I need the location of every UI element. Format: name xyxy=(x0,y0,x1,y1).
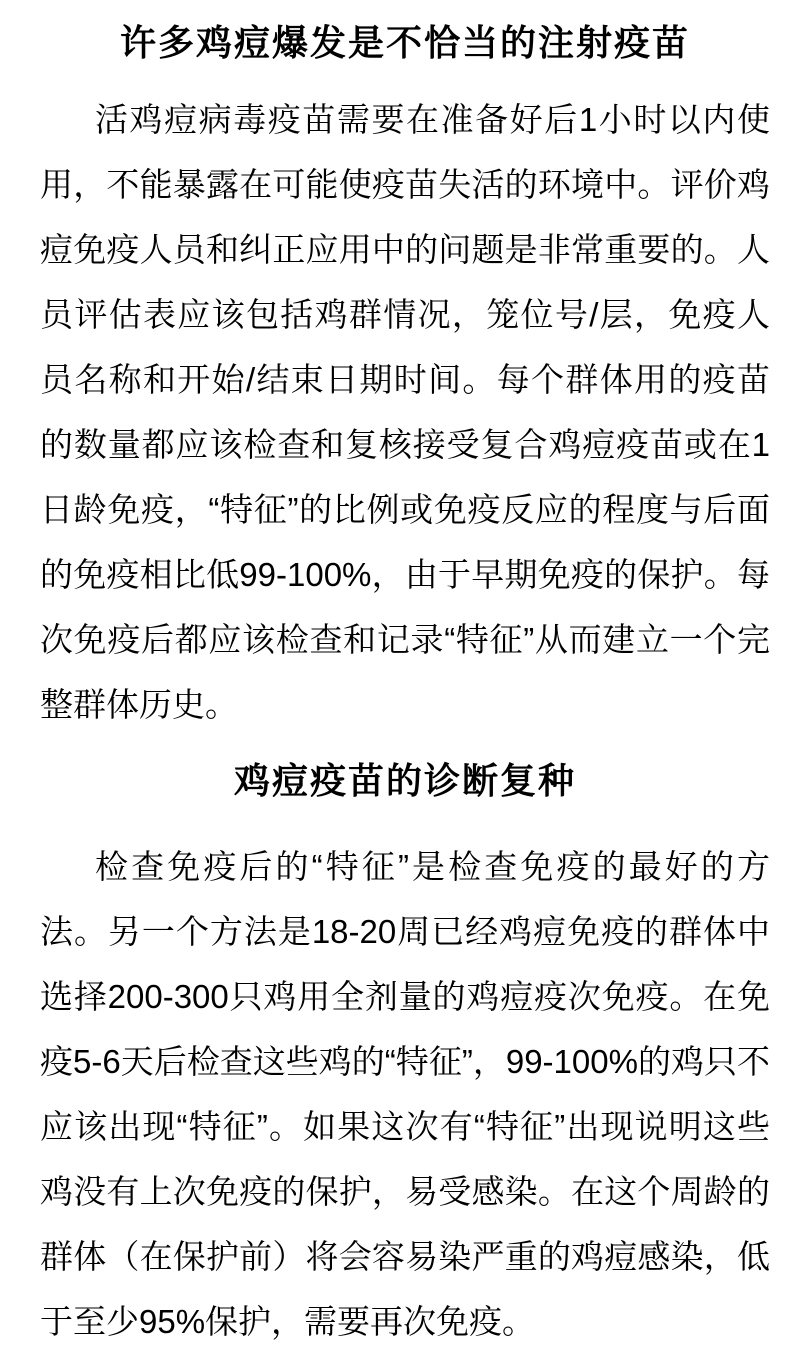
section-2-paragraph: 检查免疫后的“特征”是检查免疫的最好的方法。另一个方法是18-20周已经鸡痘免疫的群体中选择200-300只鸡用全剂量的鸡痘疫次免疫。在免疫5-6天后检查这些鸡的“特征”，99-100%的鸡只不应该出现“特征”。如果这次有“特征”出现说明这些鸡没有上次免疫的保护，易受感染。在这个周龄的群体（在保护前）将会容易染严重的鸡痘感染，低于至少95%保护，需要再次免疫。 xyxy=(40,848,770,1340)
document-page xyxy=(0,18,810,1366)
section-1-paragraph: 活鸡痘病毒疫苗需要在准备好后1小时以内使用，不能暴露在可能使疫苗失活的环境中。评价鸡痘免疫人员和纠正应用中的问题是非常重要的。人员评估表应该包括鸡群情况，笼位号/层，免疫人员名称和开始/结束日期时间。每个群体用的疫苗的数量都应该检查和复核接受复合鸡痘疫苗或在1日龄免疫，“特征”的比例或免疫反应的程度与后面的免疫相比低99-100%，由于早期免疫的保护。每次免疫后都应该检查和记录“特征”从而建立一个完整群体历史。 xyxy=(40,101,770,723)
section-2-heading: 鸡痘疫苗的诊断复种 xyxy=(233,760,576,801)
section-1-heading: 许多鸡痘爆发是不恰当的注射疫苗 xyxy=(119,22,690,63)
